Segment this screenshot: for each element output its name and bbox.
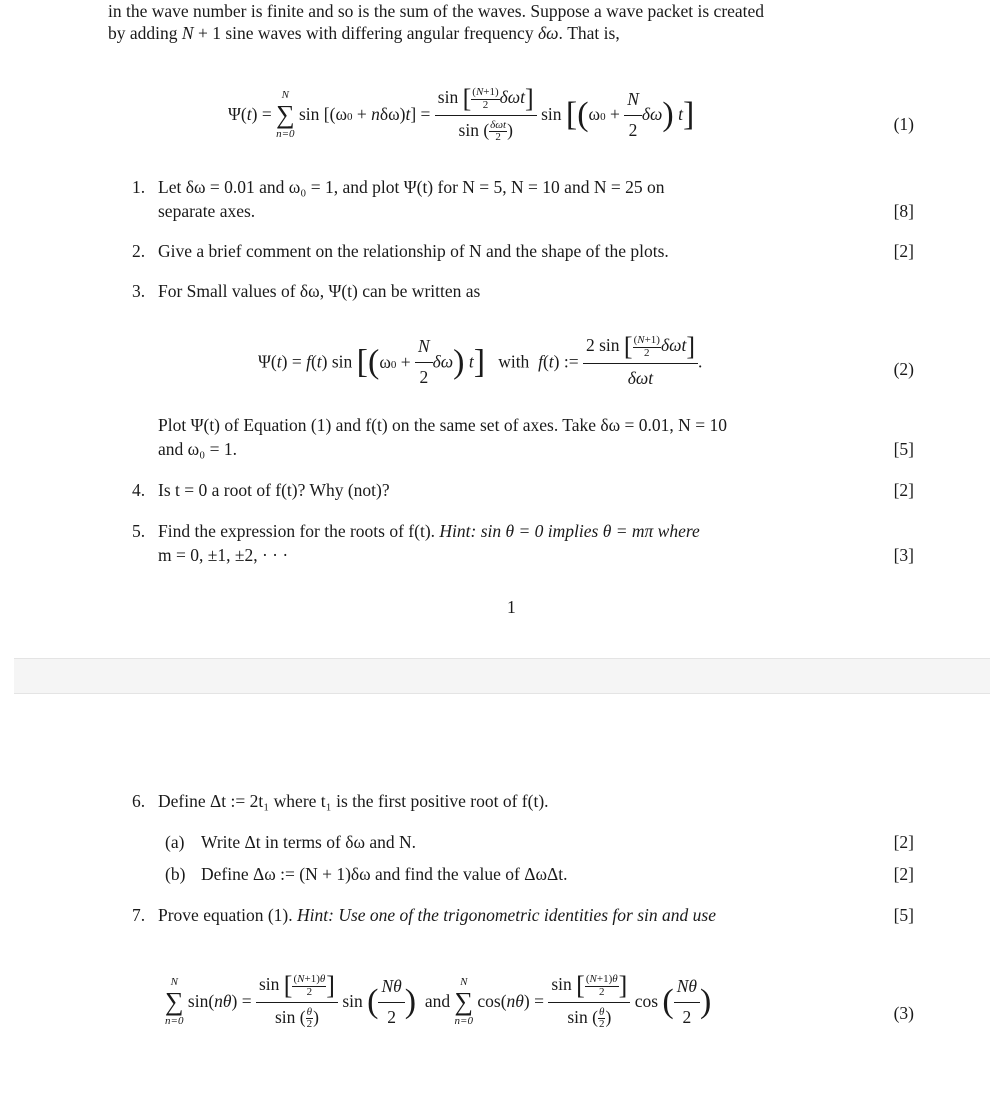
item-3-line-1: For Small values of δω, Ψ(t) can be written as [158,281,481,301]
item-6b-text: Define Δω := (N + 1)δω and find the value of ΔωΔt. [201,864,568,884]
equation-3: N ∑ n=0 sin(nθ) = sin [ $\frac{(N+1)\theta}{2}$ ] sin ( $\frac{\theta}{2}$ ) sin ( $\frac{N\theta}{2}$ ) and N ∑ n=0 cos(nθ) = sin [ $\frac{(N+1)\theta}{2}$ ] sin ( $\frac{\theta}{2}$ ) cos ( $\frac{N\theta}{2}$ ) [165,971,712,1031]
item-5-line-2: m = 0, ±1, ±2, · · · [158,545,289,565]
item-7-number: 7. [132,905,146,925]
item-4-marks: [2] [893,480,914,500]
item-3-marks: [5] [893,439,914,459]
item-1-marks: [8] [893,201,914,221]
item-3-number: 3. [132,281,146,301]
intro-line-2 [108,22,620,46]
item-6a-marks: [2] [893,832,914,852]
item-7-line-1 [158,904,716,928]
item-2-line-1: Give a brief comment on the relationship of N and the shape of the plots. [158,241,669,261]
item-5-hint: Hint: sin θ = 0 implies θ = mπ where [439,521,700,541]
item-1-line-1: Let δω = 0.01 and ω₀ = 1, and plot Ψ(t) for N = 5, N = 10 and N = 25 on [158,177,665,197]
item-6a-label: (a) [165,832,185,852]
item-4-number: 4. [132,480,146,500]
item-4-line-1: Is t = 0 a root of f(t)? Why (not)? [158,480,390,500]
item-6-number: 6. [132,791,146,811]
page-number: 1 [507,597,516,617]
equation-1: Ψ(t) = N ∑ n=0 sin [(ω0 + nδω)t] = sin [ $\frac{(N+1)}{2}$ δωt] sin ( $\frac{\text{δωt}}{2}$ ) sin [(ω0 + $\frac{N}{2}$ δω) t] [228,84,695,144]
equation-2: Ψ(t) = f(t) sin [(ω0 + $\frac{N}{2}$ δω) t] with f(t) := 2 sin [ $\frac{(N+1)}{2}$ δωt] δωt . [258,332,703,388]
item-2-number: 2. [132,241,146,261]
item-6b-marks: [2] [893,864,914,884]
item-6-line-1: Define Δt := 2t₁ where t₁ is the first positive root of f(t). [158,791,549,811]
item-6b-label: (b) [165,864,186,884]
equation-2-number: (2) [893,359,914,379]
item-5-number: 5. [132,521,146,541]
item-1-number: 1. [132,177,146,197]
item-5-marks: [3] [893,545,914,565]
intro-text: . That is, [558,23,620,43]
intro-text: + 1 sine waves with differing angular frequency [193,23,538,43]
intro-var-n: N [181,23,194,43]
item-1-line-2: separate axes. [158,201,256,221]
item-6a-text: Write Δt in terms of δω and N. [201,832,416,852]
equation-3-number: (3) [893,1003,914,1023]
item-7-marks: [5] [893,905,914,925]
intro-var-dw: δω [537,23,559,43]
eq2-with-word: with [498,351,530,372]
equation-1-number: (1) [893,114,914,134]
eq3-and-word: and [424,991,451,1012]
item-7-text: Prove equation (1). [158,905,297,925]
intro-line-1: in the wave number is finite and so is the sum of the waves. Suppose a wave packet is created [108,1,765,21]
item-2-marks: [2] [893,241,914,261]
page-separator [14,658,990,694]
item-5-text: Find the expression for the roots of f(t). [158,521,440,541]
intro-text: by adding [108,23,182,43]
item-3-after-line-2: and ω₀ = 1. [158,439,238,459]
item-7-hint: Hint: Use one of the trigonometric identities for sin and use [297,905,716,925]
item-5-line-1 [158,520,700,544]
item-3-after-line-1: Plot Ψ(t) of Equation (1) and f(t) on the same set of axes. Take δω = 0.01, N = 10 [158,415,727,435]
